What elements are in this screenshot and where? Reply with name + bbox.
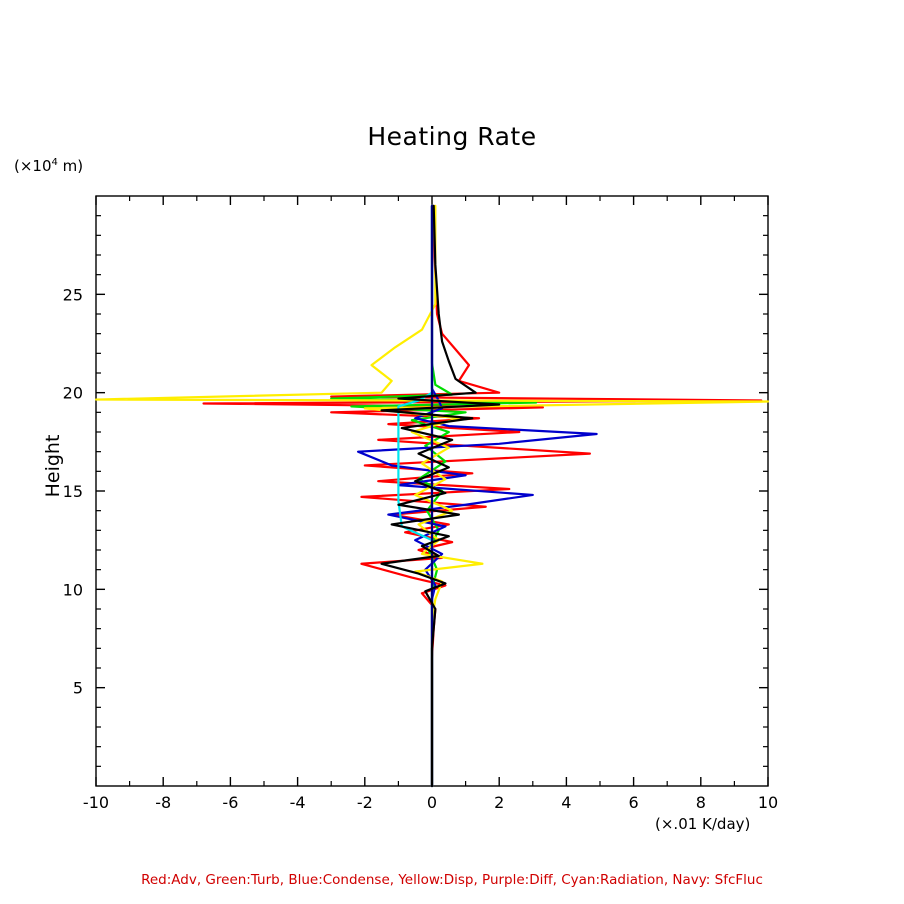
y-axis-units-label: ($\times 10^4$ m) — [14, 157, 84, 175]
x-tick-label: 4 — [561, 793, 572, 812]
y-tick-label: 20 — [62, 383, 83, 403]
x-tick-label: -4 — [289, 793, 306, 812]
data-series-group — [96, 206, 768, 786]
x-tick-label: 8 — [695, 793, 706, 812]
legend: Red:Adv, Green:Turb, Blue:Condense, Yellow:Disp, Purple:Diff, Cyan:Radiation, Navy: SfcFluc — [141, 872, 763, 888]
y-tick-label: 5 — [72, 678, 83, 698]
x-axis-label: (×.01 K/day) — [655, 815, 751, 833]
x-tick-label: -6 — [222, 793, 239, 812]
axis-ticks — [63, 196, 779, 812]
x-tick-label: 6 — [628, 793, 639, 812]
x-tick-label: -10 — [82, 793, 110, 812]
x-tick-label: 10 — [757, 793, 779, 812]
y-tick-label: 25 — [62, 285, 83, 305]
y-tick-label: 15 — [62, 482, 83, 501]
y-tick-label: 10 — [62, 580, 83, 600]
x-tick-label: 0 — [426, 793, 438, 812]
x-tick-label: -2 — [356, 793, 373, 812]
x-tick-label: 2 — [494, 793, 505, 812]
series-line-adv — [204, 206, 762, 786]
x-tick-label: -8 — [155, 793, 172, 812]
y-axis-label: Height — [42, 434, 64, 498]
page-title: Heating Rate — [367, 122, 537, 151]
